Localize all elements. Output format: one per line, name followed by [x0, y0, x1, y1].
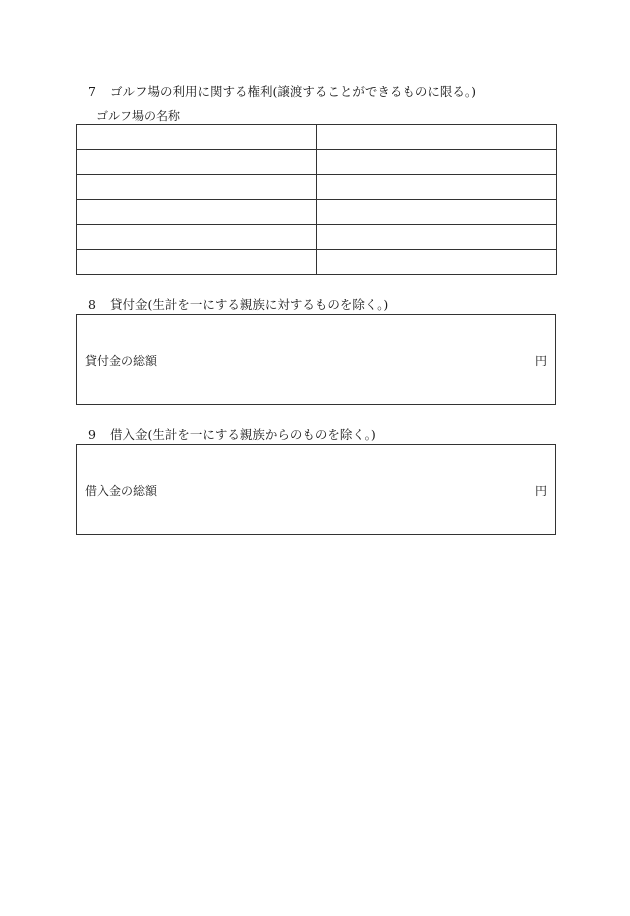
section-8-number: 8 — [88, 297, 96, 312]
loan-receivable-total-label: 貸付金の総額 — [85, 354, 158, 368]
borrowings-yen-unit: 円 — [534, 484, 547, 498]
table-cell[interactable] — [77, 125, 317, 150]
golf-course-table — [76, 124, 557, 275]
table-row — [77, 200, 557, 225]
loan-receivable-yen-unit: 円 — [534, 354, 547, 368]
section-9-number: 9 — [88, 427, 96, 442]
table-cell[interactable] — [77, 150, 317, 175]
table-cell[interactable] — [317, 225, 557, 250]
table-row — [77, 150, 557, 175]
section-9-title: 借入金(生計を一にする親族からのものを除く。) — [109, 427, 376, 442]
table-row — [77, 250, 557, 275]
table-cell[interactable] — [317, 200, 557, 225]
table-cell[interactable] — [317, 150, 557, 175]
section-8-heading — [88, 297, 388, 313]
golf-course-name-label: ゴルフ場の名称 — [96, 109, 181, 123]
table-cell[interactable] — [77, 225, 317, 250]
table-row — [77, 125, 557, 150]
section-7-title: ゴルフ場の利用に関する権利(譲渡することができるものに限る。) — [109, 84, 476, 99]
table-cell[interactable] — [77, 250, 317, 275]
borrowings-total-label: 借入金の総額 — [85, 484, 158, 498]
table-cell[interactable] — [317, 125, 557, 150]
table-cell[interactable] — [317, 175, 557, 200]
table-cell[interactable] — [317, 250, 557, 275]
section-7-heading — [88, 84, 476, 100]
section-7-number: 7 — [88, 84, 96, 99]
loan-receivable-box — [76, 314, 556, 405]
table-cell[interactable] — [77, 175, 317, 200]
table-row — [77, 175, 557, 200]
table-cell[interactable] — [77, 200, 317, 225]
table-row — [77, 225, 557, 250]
section-8-title: 貸付金(生計を一にする親族に対するものを除く。) — [109, 297, 389, 312]
borrowings-box — [76, 444, 556, 535]
section-9-heading — [88, 427, 376, 443]
